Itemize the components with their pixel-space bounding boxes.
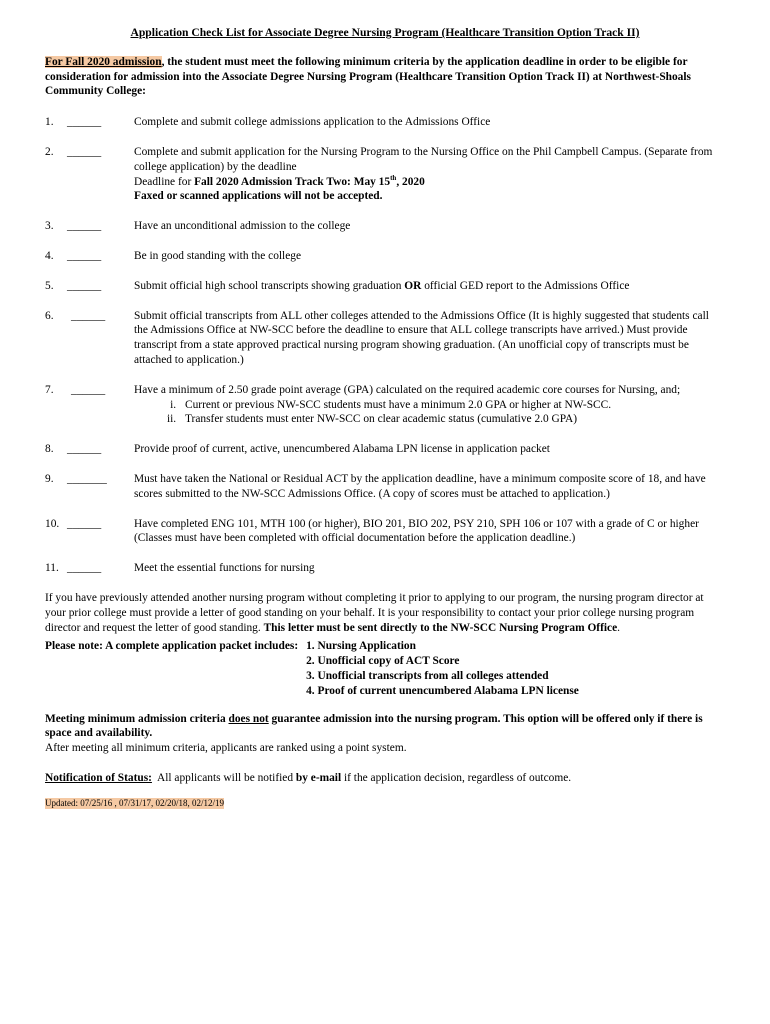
- list-item: ii. Transfer students must enter NW-SCC on clear academic status (cumulative 2.0 GPA): [179, 412, 725, 427]
- checklist-item-6: 6. ______ Submit official transcripts from ALL other colleges attended to the Admissions Office (It is highly suggested that students call the Admissions Office at NW-SCC before the deadline to ensure that ALL college transcripts have arrived.) Must provide transcript from a state approved practical nursing program showing graduation. (An unofficial copy of transcripts must be attached to application.): [45, 309, 709, 366]
- packet-label: Please note: A complete application packet includes:: [45, 640, 299, 653]
- checklist-item-9: 9. _______ Must have taken the National or Residual ACT by the application deadline, have a minimum composite score of 18, and have scores submitted to the NW-SCC Admissions Office. (A copy of scores must be attached to application.): [45, 472, 706, 500]
- checklist-item-7: 7. ______ Have a minimum of 2.50 grade point average (GPA) calculated on the required academic core courses for Nursing, and; i. Current or previous NW-SCC students must have a minimum 2.0 GPA or higher at NW-SCC. ii. Transfer students must enter NW-SCC on clear academic status (cumulative 2.0 GPA): [45, 383, 725, 427]
- deadline-line: Deadline for Fall 2020 Admission Track Two: May 15th, 2020: [134, 173, 425, 188]
- page-title: Application Check List for Associate Degree Nursing Program (Healthcare Transition Option Track II): [130, 26, 640, 39]
- check-blank: ______: [67, 116, 102, 129]
- checklist-item-8: 8. ______ Provide proof of current, active, unencumbered Alabama LPN license in application packet: [45, 443, 550, 456]
- check-blank: ______: [67, 249, 102, 262]
- check-blank: ______: [71, 383, 106, 396]
- list-item: 2. Unofficial copy of ACT Score: [306, 655, 460, 668]
- faxed-warning: Faxed or scanned applications will not be accepted.: [134, 190, 383, 203]
- check-blank: _______: [67, 472, 107, 485]
- document-page: [45, 26, 725, 810]
- check-blank: ______: [67, 517, 102, 530]
- checklist-item-10: 10. ______ Have completed ENG 101, MTH 100 (or higher), BIO 201, BIO 202, PSY 210, SPH 106 or 107 with a grade of C or higher (Classes must have been completed with official documentation before the application deadline.): [45, 517, 699, 545]
- checklist-item-2: 2. ______ Complete and submit application for the Nursing Program to the Nursing Office on the Phil Campbell Campus. (Separate from college application) by the deadline Deadline for Fall 2020 Admission Track Two: May 15th, 2020 Faxed or scanned applications will not be accepted.: [45, 145, 725, 204]
- checklist-item-4: 4. ______ Be in good standing with the college: [45, 249, 302, 262]
- list-item: 3. Unofficial transcripts from all colleges attended: [306, 669, 549, 682]
- updated-dates: Updated: 07/25/16 , 07/31/17, 02/20/18, 02/12/19: [45, 797, 224, 808]
- check-blank: ______: [67, 279, 102, 292]
- check-blank: ______: [71, 309, 106, 322]
- intro-paragraph: For Fall 2020 admission, the student must meet the following minimum criteria by the application deadline in order to be eligible for consideration for admission into the Associate Degree Nursing Program (Healthcare Transition Option Track II) at Northwest-Shoals Community College:: [45, 55, 691, 98]
- check-blank: ______: [67, 220, 102, 233]
- checklist-item-5: 5. ______ Submit official high school transcripts showing graduation OR official GED report to the Admissions Office: [45, 279, 630, 292]
- check-blank: ______: [67, 443, 102, 456]
- criteria-note: Meeting minimum admission criteria does not guarantee admission into the nursing program. This option will be offered only if there is space and availability. After meeting all minimum criteria, applicants are ranked using a point system.: [45, 712, 703, 755]
- gpa-sub-list: [134, 398, 725, 428]
- check-blank: ______: [67, 145, 102, 158]
- list-item: 1. Nursing Application: [306, 640, 416, 653]
- list-item: i. Current or previous NW-SCC students must have a minimum 2.0 GPA or higher at NW-SCC.: [179, 398, 725, 413]
- packet-note: [45, 639, 725, 698]
- previous-program-paragraph: If you have previously attended another nursing program without completing it prior to applying to our program, the nursing program director at your prior college must provide a letter of good standing on your behalf. It is your responsibility to contact your prior college nursing program director and request the letter of good standing. This letter must be sent directly to the NW-SCC Nursing Program Office.: [45, 591, 704, 634]
- checklist-item-11: 11. ______ Meet the essential functions for nursing: [45, 562, 315, 575]
- admission-term-highlight: For Fall 2020 admission: [45, 55, 162, 68]
- list-item: 4. Proof of current unencumbered Alabama LPN license: [306, 684, 579, 697]
- packet-list: [306, 639, 579, 698]
- checklist-item-1: 1. ______ Complete and submit college admissions application to the Admissions Office: [45, 116, 491, 129]
- checklist-item-3: 3. ______ Have an unconditional admission to the college: [45, 220, 351, 233]
- status-notification: Notification of Status: All applicants will be notified by e-mail if the application decision, regardless of outcome.: [45, 771, 572, 784]
- check-blank: ______: [67, 562, 102, 575]
